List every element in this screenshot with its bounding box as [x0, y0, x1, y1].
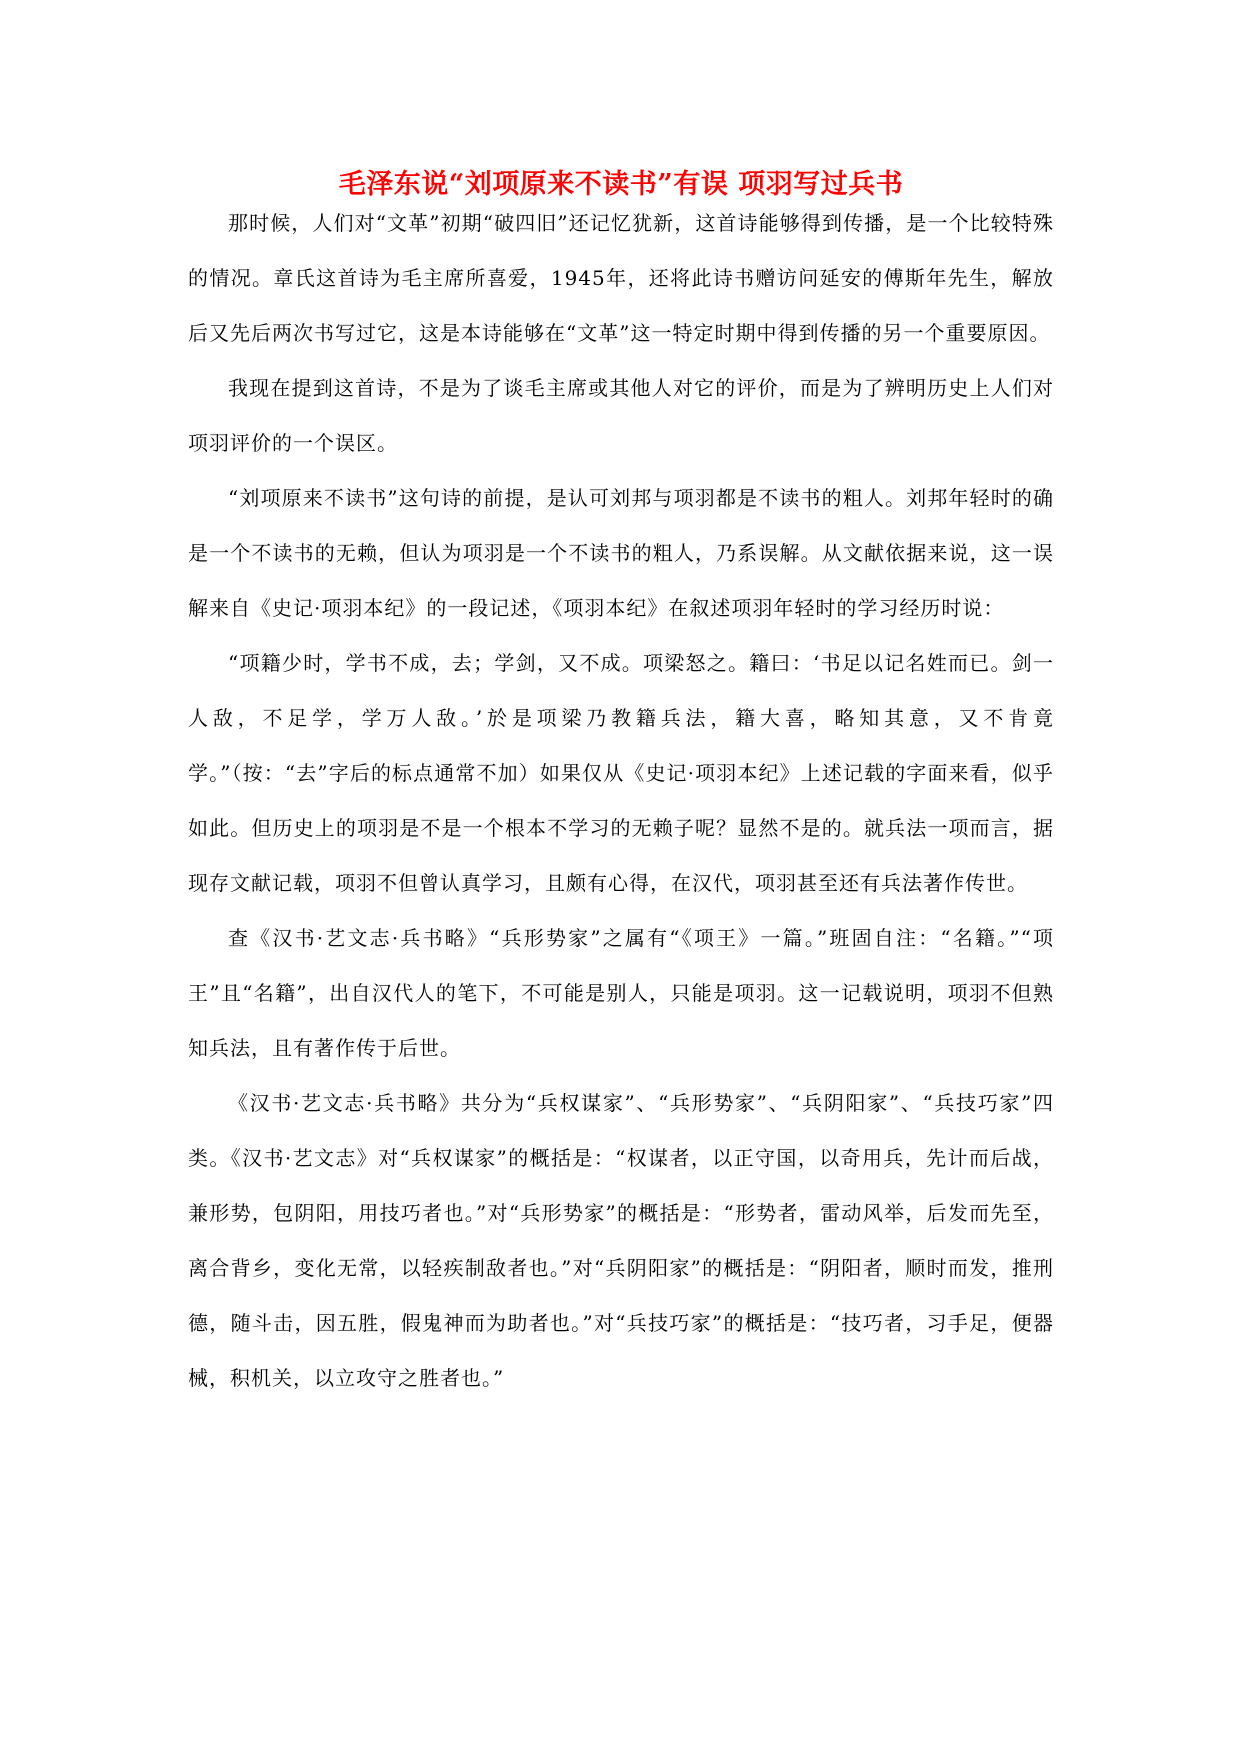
paragraph-2: 我现在提到这首诗，不是为了谈毛主席或其他人对它的评价，而是为了辨明历史上人们对项羽评价的一个误区。	[188, 376, 1054, 455]
document-title: 毛泽东说“刘项原来不读书”有误 项羽写过兵书	[338, 169, 904, 200]
paragraph-6: 《汉书·艺文志·兵书略》共分为“兵权谋家”、“兵形势家”、“兵阴阳家”、“兵技巧家”四类。《汉书·艺文志》对“兵权谋家”的概括是：“权谋者，以正守国，以奇用兵，先计而后战，兼形势，包阴阳，用技巧者也。”对“兵形势家”的概括是：“形势者，雷动风举，后发而先至，离合背乡，变化无常，以轻疾制敌者也。”对“兵阴阳家”的概括是：“阴阳者，顺时而发，推刑德，随斗击，因五胜，假鬼神而为助者也。”对“兵技巧家”的概括是：“技巧者，习手足，便器械，积机关，以立攻守之胜者也。”	[188, 1091, 1054, 1390]
document-body	[188, 196, 1054, 1406]
paragraph-1: 那时候，人们对“文革”初期“破四旧”还记忆犹新，这首诗能够得到传播，是一个比较特殊的情况。章氏这首诗为毛主席所喜爱，1945年，还将此诗书赠访问延安的傅斯年先生，解放后又先后两次书写过它，这是本诗能够在“文革”这一特定时期中得到传播的另一个重要原因。	[188, 211, 1054, 345]
paragraph-3: “刘项原来不读书”这句诗的前提，是认可刘邦与项羽都是不读书的粗人。刘邦年轻时的确是一个不读书的无赖，但认为项羽是一个不读书的粗人，乃系误解。从文献依据来说，这一误解来自《史记·项羽本纪》的一段记述，《项羽本纪》在叙述项羽年轻时的学习经历时说：	[188, 486, 1054, 620]
paragraph-4: “项籍少时，学书不成，去；学剑，又不成。项梁怒之。籍曰：‘书足以记名姓而已。剑一人敌，不足学，学万人敌。’於是项梁乃教籍兵法，籍大喜，略知其意，又不肯竟学。”（按：“去”字后的标点通常不加）如果仅从《史记·项羽本纪》上述记载的字面来看，似乎如此。但历史上的项羽是不是一个根本不学习的无赖子呢？显然不是的。就兵法一项而言，据现存文献记载，项羽不但曾认真学习，且颇有心得，在汉代，项羽甚至还有兵法著作传世。	[188, 651, 1054, 895]
paragraph-5: 查《汉书·艺文志·兵书略》“兵形势家”之属有“《项王》一篇。”班固自注：“名籍。”“项王”且“名籍”，出自汉代人的笔下，不可能是别人，只能是项羽。这一记载说明，项羽不但熟知兵法，且有著作传于后世。	[188, 926, 1054, 1060]
